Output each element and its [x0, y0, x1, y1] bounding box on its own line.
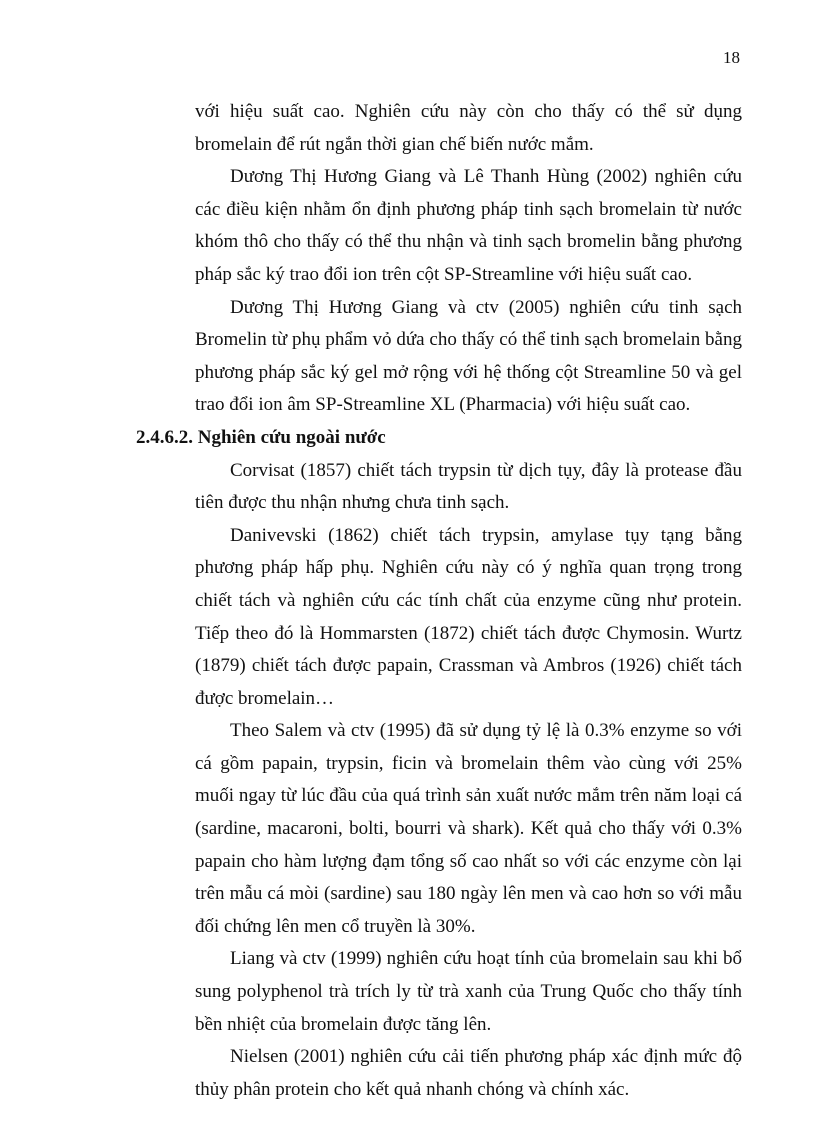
paragraph: Nielsen (2001) nghiên cứu cải tiến phương pháp xác định mức độ thủy phân protein cho kết quả nhanh chóng và chính xác. — [195, 1046, 742, 1100]
page-number: 18 — [723, 48, 740, 67]
paragraph: Theo Salem và ctv (1995) đã sử dụng tỷ lệ là 0.3% enzyme so với cá gồm papain, trypsin, ficin và bromelain thêm vào cùng với 25% muối ngay từ lúc đầu của quá trình sản xuất nước mắm trên năm loại cá (sardine, macaroni, bolti, bourri và shark). Kết quả cho thấy với 0.3% papain cho hàm lượng đạm tổng số cao nhất so với các enzyme còn lại trên mẫu cá mòi (sardine) sau 180 ngày lên men và cao hơn so với mẫu đối chứng lên men cổ truyền là 30%. — [195, 720, 742, 937]
paragraph: Danivevski (1862) chiết tách trypsin, amylase tụy tạng bằng phương pháp hấp phụ. Nghiên cứu này có ý nghĩa quan trọng trong chiết tách và nghiên cứu các tính chất của enzyme cũng như protein. Tiếp theo đó là Hommarsten (1872) chiết tách được Chymosin. Wurtz (1879) chiết tách được papain, Crassman và Ambros (1926) chiết tách được bromelain… — [195, 524, 742, 709]
paragraph: với hiệu suất cao. Nghiên cứu này còn cho thấy có thể sử dụng bromelain để rút ngắn thời gian chế biến nước mắm. — [195, 101, 742, 155]
paragraph: Dương Thị Hương Giang và ctv (2005) nghiên cứu tinh sạch Bromelin từ phụ phẩm vỏ dứa cho thấy có thể tinh sạch bromelain bằng phương pháp sắc ký gel mở rộng với hệ thống cột Streamline 50 và gel trao đổi ion âm SP-Streamline XL (Pharmacia) với hiệu suất cao. — [195, 296, 742, 416]
document-body — [136, 96, 742, 1106]
paragraph: Corvisat (1857) chiết tách trypsin từ dịch tụy, đây là protease đầu tiên được thu nhận nhưng chưa tinh sạch. — [195, 459, 742, 514]
paragraph: Liang và ctv (1999) nghiên cứu hoạt tính của bromelain sau khi bổ sung polyphenol trà trích ly từ trà xanh của Trung Quốc cho thấy tính bền nhiệt của bromelain được tăng lên. — [195, 948, 742, 1035]
paragraph: Dương Thị Hương Giang và Lê Thanh Hùng (2002) nghiên cứu các điều kiện nhằm ổn định phương pháp tinh sạch bromelain từ nước khóm thô cho thấy có thể thu nhận và tinh sạch bromelin bằng phương pháp sắc ký trao đổi ion trên cột SP-Streamline với hiệu suất cao. — [195, 166, 742, 285]
section-heading: 2.4.6.2. Nghiên cứu ngoài nước — [136, 426, 386, 448]
